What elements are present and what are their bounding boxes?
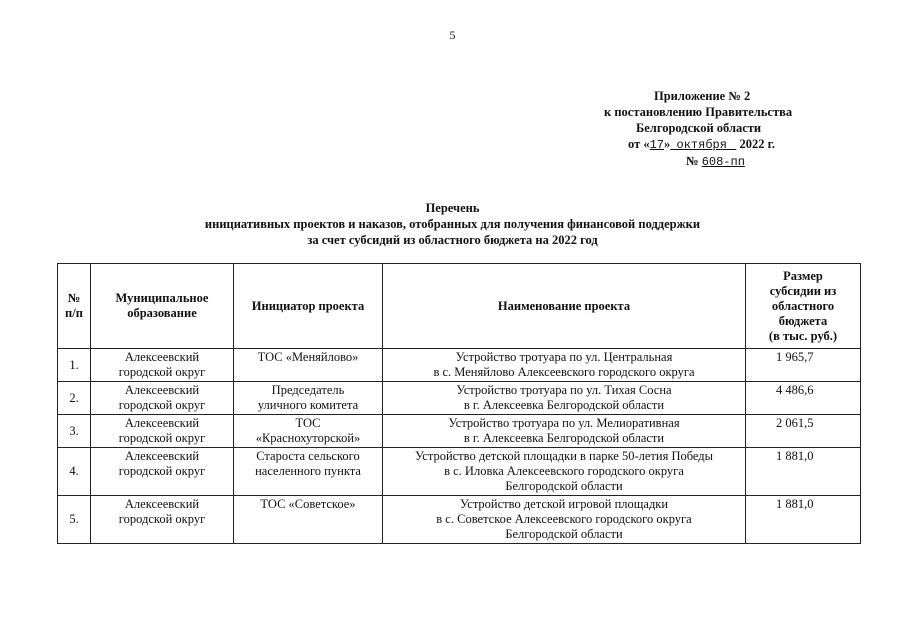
row-amount: 1 881,0: [746, 448, 861, 496]
header-num: № п/п: [58, 264, 91, 349]
row-initiator: ТОС «Меняйлово»: [234, 349, 383, 382]
row-num: 5.: [58, 496, 91, 544]
row-num: 1.: [58, 349, 91, 382]
date-year: 2022 г.: [739, 137, 775, 151]
row-municipality: Алексеевский городской округ: [91, 382, 234, 415]
appendix-resolution: к постановлению Правительства: [604, 105, 793, 119]
row-num: 2.: [58, 382, 91, 415]
appendix-number: [598, 153, 838, 170]
row-num: 4.: [58, 448, 91, 496]
row-num: 3.: [58, 415, 91, 448]
row-project: Устройство детской площадки в парке 50-летия Победы в с. Иловка Алексеевского городского округа Белгородской области: [383, 448, 746, 496]
row-project: Устройство тротуара по ул. Тихая Сосна в г. Алексеевка Белгородской области: [383, 382, 746, 415]
row-initiator: Председатель уличного комитета: [234, 382, 383, 415]
table-row: [58, 349, 861, 382]
date-month: октября: [676, 138, 727, 152]
header-municipality: Муниципальное образование: [91, 264, 234, 349]
row-initiator: ТОС «Краснохуторской»: [234, 415, 383, 448]
appendix-region: Белгородской области: [636, 121, 762, 135]
row-initiator: ТОС «Советское»: [234, 496, 383, 544]
date-mid: »: [664, 137, 671, 151]
header-project: Наименование проекта: [383, 264, 746, 349]
table-header-row: [58, 264, 861, 349]
title-line-1: Перечень: [425, 201, 480, 215]
date-day: 17: [649, 138, 665, 152]
table-row: [58, 496, 861, 544]
row-amount: 1 965,7: [746, 349, 861, 382]
table-row: [58, 382, 861, 415]
row-project: Устройство детской игровой площадки в с. Советское Алексеевского городского округа Белгородской области: [383, 496, 746, 544]
row-municipality: Алексеевский городской округ: [91, 496, 234, 544]
date-prefix: от «: [628, 137, 650, 151]
number-label: №: [686, 154, 699, 168]
title-line-2: инициативных проектов и наказов, отобранных для получения финансовой поддержки: [204, 217, 701, 231]
table-row: [58, 448, 861, 496]
row-amount: 2 061,5: [746, 415, 861, 448]
header-subsidy: Размер субсидии из областного бюджета (в тыс. руб.): [746, 264, 861, 349]
row-project: Устройство тротуара по ул. Центральная в с. Меняйлово Алексеевского городского округа: [383, 349, 746, 382]
appendix-block: [598, 88, 838, 170]
number-value: 608-пп: [701, 155, 745, 169]
projects-table: [57, 263, 861, 544]
header-initiator: Инициатор проекта: [234, 264, 383, 349]
row-amount: 4 486,6: [746, 382, 861, 415]
row-municipality: Алексеевский городской округ: [91, 415, 234, 448]
appendix-title: Приложение № 2: [654, 89, 751, 103]
row-municipality: Алексеевский городской округ: [91, 448, 234, 496]
page-number: 5: [449, 28, 456, 42]
title-line-3: за счет субсидий из областного бюджета на 2022 год: [307, 233, 598, 247]
appendix-date: [598, 136, 838, 153]
table-row: [58, 415, 861, 448]
row-initiator: Староста сельского населенного пункта: [234, 448, 383, 496]
row-amount: 1 881,0: [746, 496, 861, 544]
row-project: Устройство тротуара по ул. Мелиоративная в г. Алексеевка Белгородской области: [383, 415, 746, 448]
row-municipality: Алексеевский городской округ: [91, 349, 234, 382]
document-title: [0, 200, 905, 248]
